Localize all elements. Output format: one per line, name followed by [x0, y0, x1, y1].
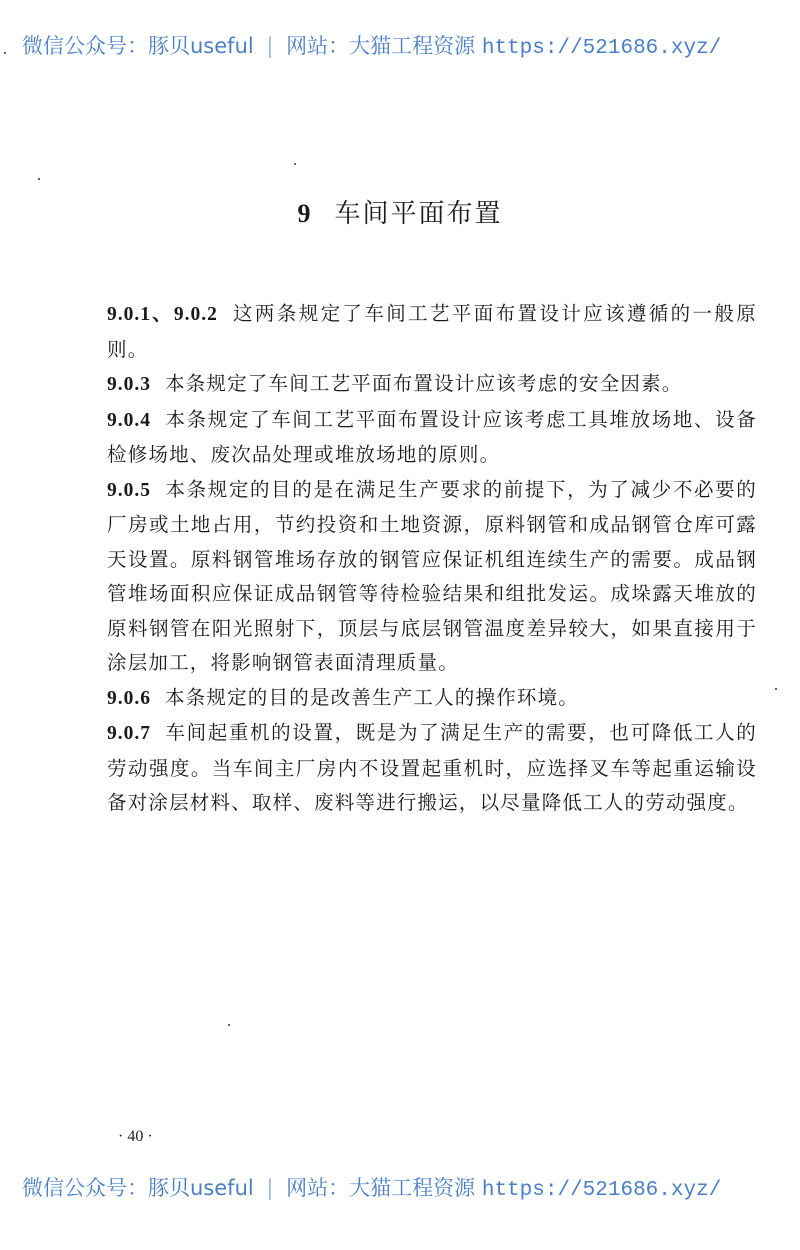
- clause-text: 车间起重机的设置，既是为了满足生产的需要，也可降低工人的劳动强度。当车间主厂房内不设置起重机时，应选择叉车等起重运输设备对涂层材料、取样、废料等进行搬运，以尽量降低工人的劳动强度。: [107, 721, 757, 814]
- clause-number: 9.0.5: [107, 479, 151, 501]
- watermark-site: 网站：大猫工程资源: [286, 34, 476, 58]
- clause-text: 本条规定了车间工艺平面布置设计应该考虑工具堆放场地、设备检修场地、废次品处理或堆放场地的原则。: [107, 407, 757, 466]
- watermark-separator: |: [266, 34, 274, 58]
- watermark-wechat: 微信公众号：豚贝useful: [22, 1176, 254, 1200]
- clause-number: 9.0.4: [107, 409, 151, 431]
- clause-text: 本条规定的目的是改善生产工人的操作环境。: [165, 685, 580, 709]
- chapter-number: 9: [297, 199, 313, 228]
- clause-list: [107, 297, 757, 821]
- watermark-footer: [22, 1172, 792, 1202]
- clause-9-0-5: [107, 473, 757, 681]
- watermark-separator: |: [266, 1176, 274, 1200]
- clause-text: 本条规定的目的是在满足生产要求的前提下，为了减少不必要的厂房或土地占用，节约投资和土地资源，原料钢管和成品钢管仓库可露天设置。原料钢管堆场存放的钢管应保证机组连续生产的需要。成品钢管堆场面积应保证成品钢管等待检验结果和组批发运。成垛露天堆放的原料钢管在阳光照射下，顶层与底层钢管温度差异较大，如果直接用于涂层加工，将影响钢管表面清理质量。: [107, 477, 757, 674]
- watermark-wechat: 微信公众号：豚贝useful: [22, 34, 254, 58]
- clause-9-0-1: [107, 297, 757, 367]
- clause-number: 9.0.7: [107, 723, 151, 744]
- clause-text: 这两条规定了车间工艺平面布置设计应该遵循的一般原则。: [107, 302, 757, 361]
- scan-speck: [228, 1024, 230, 1026]
- clause-number: 9.0.6: [107, 687, 151, 709]
- clause-number: 9.0.3: [107, 374, 151, 395]
- clause-number: 9.0.1、9.0.2: [107, 304, 218, 325]
- chapter-title: [0, 193, 800, 230]
- clause-9-0-3: [107, 367, 757, 403]
- scan-speck: [38, 178, 40, 180]
- clause-text: 本条规定了车间工艺平面布置设计应该考虑的安全因素。: [165, 372, 683, 395]
- watermark-url[interactable]: https://521686.xyz/: [481, 1179, 722, 1202]
- clause-9-0-4: [107, 403, 757, 473]
- watermark-header: [22, 30, 792, 60]
- scan-speck: [775, 688, 777, 690]
- watermark-site: 网站：大猫工程资源: [286, 1176, 476, 1200]
- chapter-title-text: 车间平面布置: [334, 199, 503, 229]
- page-number: · 40 ·: [118, 1128, 153, 1145]
- clause-9-0-6: [107, 681, 757, 717]
- watermark-url[interactable]: https://521686.xyz/: [481, 37, 722, 60]
- clause-9-0-7: [107, 716, 757, 821]
- scan-speck: [4, 52, 6, 54]
- scan-speck: [294, 163, 296, 165]
